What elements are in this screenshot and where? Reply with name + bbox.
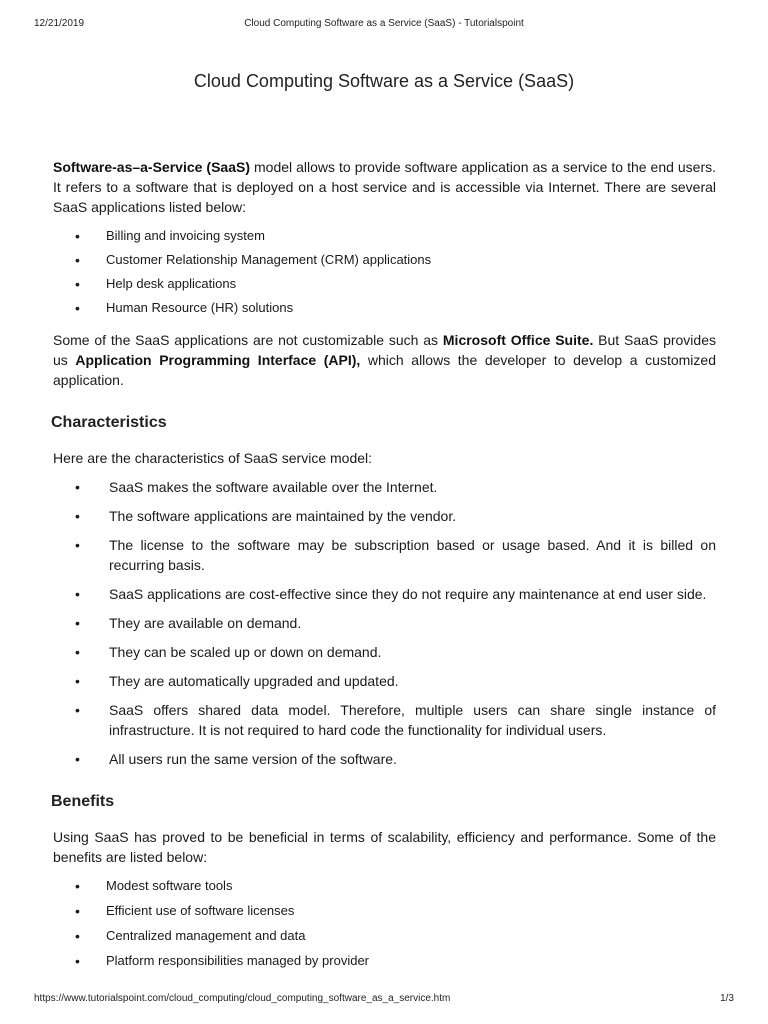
- list-item: • They are automatically upgraded and updated.: [75, 673, 399, 689]
- list-item: • SaaS offers shared data model. Therefore, multiple users can share single instance of infrastructure. It is not required to hard code the functionality for individual users.: [75, 702, 716, 738]
- list-item: • Billing and invoicing system: [75, 228, 265, 244]
- print-page-title: Cloud Computing Software as a Service (SaaS) - Tutorialspoint: [244, 18, 524, 29]
- list-item: • The software applications are maintained by the vendor.: [75, 508, 457, 524]
- page-title: Cloud Computing Software as a Service (SaaS): [193, 71, 575, 91]
- list-item: • Modest software tools: [75, 878, 233, 894]
- applications-list: [53, 228, 716, 316]
- list-item: • Help desk applications: [75, 276, 237, 292]
- customization-paragraph: Some of the SaaS applications are not customizable such as Microsoft Office Suite. But SaaS provides us Application Programming Interface (API), which allows the developer to develop a customized application.: [53, 332, 716, 388]
- list-item: • SaaS applications are cost-effective since they do not require any maintenance at end user side.: [75, 586, 707, 602]
- intro-text: model allows to provide software application as a service to the end users. It refers to a software that is deployed on a host service and is accessible via Internet. There are several SaaS applications listed below:: [53, 159, 717, 215]
- list-item: • Customer Relationship Management (CRM) applications: [75, 252, 432, 268]
- list-item: • Platform responsibilities managed by provider: [75, 953, 370, 969]
- ms-office-term: Microsoft Office Suite.: [442, 332, 594, 348]
- list-item: • Efficient use of software licenses: [75, 903, 295, 919]
- list-item: • The license to the software may be subscription based or usage based. And it is billed on recurring basis.: [75, 537, 716, 573]
- list-item: • Centralized management and data: [75, 928, 306, 944]
- characteristics-heading: Characteristics: [51, 414, 167, 431]
- api-term: Application Programming Interface (API),: [75, 352, 361, 368]
- print-date: 12/21/2019: [34, 18, 85, 29]
- benefits-list: [53, 878, 716, 969]
- intro-paragraph: [53, 157, 716, 217]
- characteristics-intro: Here are the characteristics of SaaS service model:: [53, 450, 373, 466]
- saas-term: Software-as–a-Service (SaaS): [53, 159, 250, 175]
- list-item: • Human Resource (HR) solutions: [75, 300, 294, 316]
- page-url: https://www.tutorialspoint.com/cloud_computing/cloud_computing_software_as_a_service.htm: [34, 993, 451, 1004]
- benefits-intro: Using SaaS has proved to be beneficial in terms of scalability, efficiency and performance. Some of the benefits are listed below:: [53, 829, 716, 865]
- list-item: • They can be scaled up or down on demand.: [75, 644, 382, 660]
- list-item: • SaaS makes the software available over the Internet.: [75, 479, 438, 495]
- list-item: • They are available on demand.: [75, 615, 302, 631]
- benefits-heading: Benefits: [51, 793, 115, 810]
- article-body: [53, 157, 716, 969]
- characteristics-list: [53, 477, 716, 769]
- list-item: • All users run the same version of the software.: [75, 751, 397, 767]
- page-number: 1/3: [720, 993, 734, 1004]
